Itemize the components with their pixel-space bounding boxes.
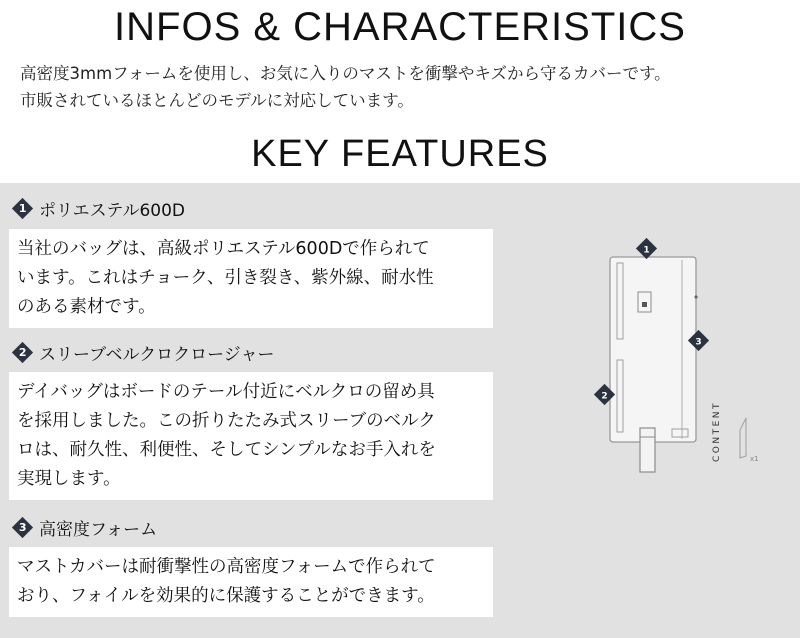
feature-2-heading [12, 339, 274, 365]
callout-1-icon [636, 238, 657, 259]
velcro-strap [640, 428, 655, 472]
feature-1-line: います。これはチョーク、引き裂き、紫外線、耐水性 [17, 268, 434, 288]
feature-3-description [9, 547, 493, 617]
svg-text:3: 3 [695, 337, 702, 348]
feature-2-line: を採用しました。この折りたたみ式スリーブのベルク [17, 411, 436, 431]
cover-rivet [694, 295, 697, 298]
feature-2-title: スリーブベルクロクロージャー [39, 344, 275, 365]
number-badge-icon: 1 [12, 197, 33, 218]
svg-text:2: 2 [601, 391, 608, 402]
intro-text [20, 60, 795, 114]
number-badge-icon: 3 [12, 516, 33, 537]
feature-3-heading [12, 514, 157, 540]
svg-text:1: 1 [643, 245, 650, 256]
feature-2-line: 実現します。 [17, 469, 121, 489]
infos-title: INFOS & CHARACTERISTICS [114, 5, 686, 49]
content-quantity: x1 [750, 455, 759, 463]
mast-cover-illustration [560, 230, 800, 490]
feature-3-line: おり、フォイルを効果的に保護することができます。 [17, 586, 435, 606]
feature-1-line: のある素材です。 [17, 297, 156, 317]
feature-2-line: デイバッグはボードのテール付近にベルクロの留め具 [17, 382, 435, 402]
intro-line-1: 高密度3mmフォームを使用し、お気に入りのマストを衝撃やキズから守るカバーです。 [20, 64, 671, 83]
feature-1-line: 当社のバッグは、高級ポリエステル600Dで作られて [17, 239, 430, 259]
feature-1-heading [12, 195, 185, 221]
number-badge-icon: 2 [12, 341, 33, 362]
feature-2-line: ロは、耐久性、利便性、そしてシンプルなお手入れを [17, 440, 436, 460]
logo-mark [642, 302, 647, 307]
feature-2-description [9, 372, 493, 500]
key-features-title: KEY FEATURES [251, 133, 549, 175]
feature-3-line: マストカバーは耐衝撃性の高密度フォームで作られて [17, 557, 436, 577]
content-label: CONTENT [712, 400, 722, 462]
feature-3-title: 高密度フォーム [39, 519, 158, 540]
content-item-icon [740, 418, 746, 458]
feature-1-title: ポリエステル600D [39, 200, 186, 221]
intro-line-2: 市販されているほとんどのモデルに対応しています。 [20, 91, 414, 110]
feature-1-description [9, 229, 493, 328]
